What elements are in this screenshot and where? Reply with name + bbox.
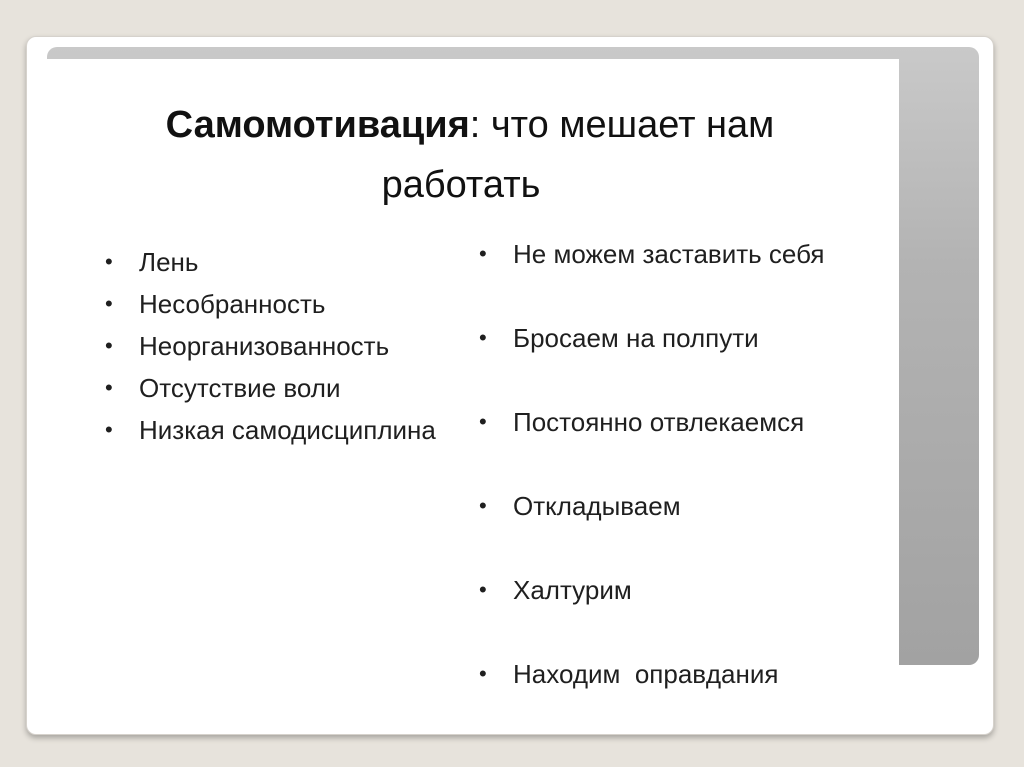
list-item [471, 239, 891, 323]
bullet-icon: • [479, 241, 487, 266]
list-item-text: Бросаем на полпути [513, 323, 759, 353]
list-item-text: Несобранность [139, 289, 326, 319]
title-line-2: работать [381, 164, 541, 206]
list-item-text: Неорганизованность [139, 331, 390, 361]
bullet-icon: • [479, 325, 487, 350]
list-item-text: Халтурим [513, 575, 632, 605]
list-item [471, 575, 891, 659]
list-item [97, 373, 437, 403]
bullet-icon: • [105, 333, 113, 358]
list-item-text: Низкая самодисциплина [139, 415, 436, 445]
list-item-text: Находим оправдания [513, 659, 779, 689]
slide-title [27, 95, 899, 215]
bullet-icon: • [479, 661, 487, 686]
list-item-text: Постоянно отвлекаемся [513, 407, 805, 437]
list-item-text: Лень [139, 247, 199, 277]
list-item [97, 331, 437, 361]
left-bullet-list [97, 247, 437, 457]
list-item-text: Отсутствие воли [139, 373, 341, 403]
slide-content [27, 59, 899, 717]
list-item [97, 415, 439, 445]
bullet-icon: • [479, 409, 487, 434]
title-bold-word: Самомотивация [165, 104, 470, 146]
list-item [471, 323, 891, 407]
bullet-icon: • [105, 291, 113, 316]
title-rest: : что мешает нам [469, 104, 775, 146]
list-item [97, 289, 437, 319]
list-item [471, 491, 891, 575]
list-item-text: Откладываем [513, 491, 681, 521]
bullet-icon: • [105, 417, 113, 442]
bullet-icon: • [105, 375, 113, 400]
bullet-icon: • [479, 493, 487, 518]
list-item-text: Не можем заставить себя [513, 239, 825, 269]
bullet-icon: • [479, 577, 487, 602]
list-item [97, 247, 437, 277]
list-item [471, 407, 891, 491]
bullet-icon: • [105, 249, 113, 274]
slide-frame [26, 36, 994, 735]
list-item [471, 659, 891, 735]
right-bullet-list [471, 239, 891, 735]
